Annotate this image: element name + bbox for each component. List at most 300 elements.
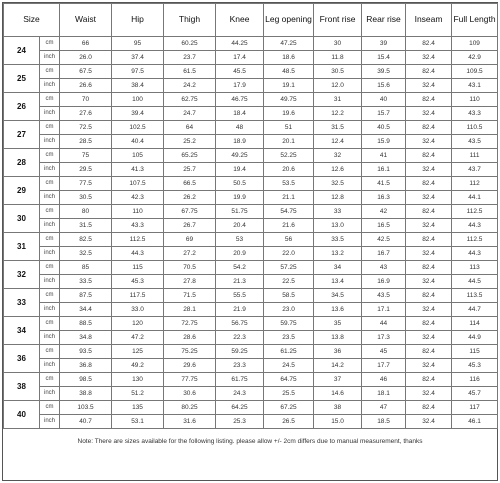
table-row: [4, 107, 498, 121]
measurement-cell: 59.25: [216, 345, 264, 359]
measurement-cell: 110: [452, 93, 498, 107]
measurement-cell: 35: [314, 317, 362, 331]
measurement-cell: 47.25: [264, 37, 314, 51]
measurement-cell: 114: [452, 317, 498, 331]
measurement-cell: 44.1: [452, 191, 498, 205]
measurement-cell: 51: [264, 121, 314, 135]
measurement-cell: 19.6: [264, 107, 314, 121]
measurement-cell: 32.4: [406, 415, 452, 429]
header-waist: Waist: [60, 4, 112, 37]
table-row: [4, 191, 498, 205]
measurement-cell: 33.5: [314, 233, 362, 247]
measurement-cell: 12.8: [314, 191, 362, 205]
measurement-cell: 34.4: [60, 303, 112, 317]
measurement-cell: 44.9: [452, 331, 498, 345]
measurement-cell: 20.9: [216, 247, 264, 261]
measurement-cell: 15.4: [362, 51, 406, 65]
measurement-cell: 113: [452, 261, 498, 275]
measurement-cell: 30: [314, 37, 362, 51]
table-row: [4, 415, 498, 429]
measurement-cell: 82.4: [406, 149, 452, 163]
header-rear-rise: Rear rise: [362, 4, 406, 37]
measurement-cell: 23.3: [216, 359, 264, 373]
measurement-cell: 80: [60, 205, 112, 219]
measurement-cell: 13.6: [314, 303, 362, 317]
measurement-cell: 112.5: [452, 205, 498, 219]
unit-label: inch: [40, 387, 60, 401]
measurement-cell: 24.5: [264, 359, 314, 373]
measurement-cell: 77.5: [60, 177, 112, 191]
table-row: [4, 205, 498, 219]
measurement-cell: 33.5: [60, 275, 112, 289]
measurement-cell: 42.9: [452, 51, 498, 65]
unit-label: inch: [40, 191, 60, 205]
table-row: [4, 51, 498, 65]
measurement-cell: 32.4: [406, 303, 452, 317]
measurement-cell: 36.8: [60, 359, 112, 373]
measurement-cell: 12.6: [314, 163, 362, 177]
measurement-cell: 82.4: [406, 401, 452, 415]
footnote: Note: There are sizes available for the following listing. please allow +/- 2cm differs due to manual measurement, thanks: [77, 438, 423, 445]
measurement-cell: 33: [314, 205, 362, 219]
measurement-cell: 59.75: [264, 317, 314, 331]
measurement-cell: 45: [362, 345, 406, 359]
measurement-cell: 34: [314, 261, 362, 275]
measurement-cell: 32.4: [406, 107, 452, 121]
table-row: [4, 345, 498, 359]
measurement-cell: 43.7: [452, 163, 498, 177]
measurement-cell: 111: [452, 149, 498, 163]
measurement-cell: 12.2: [314, 107, 362, 121]
table-row: [4, 219, 498, 233]
measurement-cell: 25.5: [264, 387, 314, 401]
measurement-cell: 31.6: [164, 415, 216, 429]
table-row: [4, 65, 498, 79]
measurement-cell: 44.7: [452, 303, 498, 317]
measurement-cell: 24.3: [216, 387, 264, 401]
measurement-cell: 19.4: [216, 163, 264, 177]
measurement-cell: 49.25: [216, 149, 264, 163]
measurement-cell: 21.1: [264, 191, 314, 205]
measurement-cell: 14.2: [314, 359, 362, 373]
unit-label: inch: [40, 415, 60, 429]
measurement-cell: 16.1: [362, 163, 406, 177]
measurement-cell: 17.7: [362, 359, 406, 373]
measurement-cell: 41: [362, 149, 406, 163]
table-row: [4, 247, 498, 261]
measurement-cell: 58.5: [264, 289, 314, 303]
measurement-cell: 25.7: [164, 163, 216, 177]
measurement-cell: 43.1: [452, 79, 498, 93]
measurement-cell: 47.2: [112, 331, 164, 345]
measurement-cell: 42.5: [362, 233, 406, 247]
measurement-cell: 27.6: [60, 107, 112, 121]
measurement-cell: 22.5: [264, 275, 314, 289]
measurement-cell: 32.4: [406, 163, 452, 177]
measurement-cell: 33.0: [112, 303, 164, 317]
measurement-cell: 67.75: [164, 205, 216, 219]
measurement-cell: 39.4: [112, 107, 164, 121]
measurement-cell: 28.1: [164, 303, 216, 317]
measurement-cell: 20.6: [264, 163, 314, 177]
measurement-cell: 43.3: [112, 219, 164, 233]
measurement-cell: 15.0: [314, 415, 362, 429]
measurement-cell: 120: [112, 317, 164, 331]
measurement-cell: 40.4: [112, 135, 164, 149]
measurement-cell: 72.5: [60, 121, 112, 135]
measurement-cell: 48: [216, 121, 264, 135]
header-row: [4, 4, 498, 37]
measurement-cell: 46: [362, 373, 406, 387]
measurement-cell: 66.5: [164, 177, 216, 191]
unit-label: cm: [40, 289, 60, 303]
measurement-cell: 32: [314, 149, 362, 163]
measurement-cell: 21.3: [216, 275, 264, 289]
measurement-cell: 65.25: [164, 149, 216, 163]
measurement-cell: 80.25: [164, 401, 216, 415]
measurement-cell: 32.4: [406, 219, 452, 233]
measurement-cell: 75: [60, 149, 112, 163]
table-row: [4, 387, 498, 401]
measurement-cell: 135: [112, 401, 164, 415]
measurement-cell: 44.3: [112, 247, 164, 261]
measurement-cell: 82.4: [406, 261, 452, 275]
measurement-cell: 12.0: [314, 79, 362, 93]
size-label: 36: [4, 345, 40, 373]
measurement-cell: 37: [314, 373, 362, 387]
measurement-cell: 71.5: [164, 289, 216, 303]
measurement-cell: 56.75: [216, 317, 264, 331]
measurement-cell: 23.5: [264, 331, 314, 345]
header-size: Size: [4, 4, 60, 37]
measurement-cell: 112: [452, 177, 498, 191]
size-label: 24: [4, 37, 40, 65]
measurement-cell: 39: [362, 37, 406, 51]
size-label: 26: [4, 93, 40, 121]
measurement-cell: 32.4: [406, 135, 452, 149]
size-chart: [2, 2, 498, 481]
measurement-cell: 82.4: [406, 65, 452, 79]
measurement-cell: 53: [216, 233, 264, 247]
measurement-cell: 32.4: [406, 191, 452, 205]
measurement-cell: 21.6: [264, 219, 314, 233]
measurement-cell: 54.2: [216, 261, 264, 275]
measurement-cell: 82.4: [406, 345, 452, 359]
measurement-cell: 67.25: [264, 401, 314, 415]
measurement-cell: 17.9: [216, 79, 264, 93]
measurement-cell: 43.5: [362, 289, 406, 303]
table-row: [4, 331, 498, 345]
unit-label: cm: [40, 317, 60, 331]
table-row: [4, 163, 498, 177]
unit-label: inch: [40, 51, 60, 65]
measurement-cell: 17.1: [362, 303, 406, 317]
header-knee: Knee: [216, 4, 264, 37]
table-row: [4, 359, 498, 373]
measurement-cell: 64.75: [264, 373, 314, 387]
measurement-cell: 97.5: [112, 65, 164, 79]
measurement-cell: 38.8: [60, 387, 112, 401]
measurement-cell: 62.75: [164, 93, 216, 107]
measurement-cell: 43: [362, 261, 406, 275]
measurement-cell: 82.4: [406, 177, 452, 191]
measurement-cell: 18.6: [264, 51, 314, 65]
measurement-cell: 28.5: [60, 135, 112, 149]
measurement-cell: 77.75: [164, 373, 216, 387]
table-body: [4, 37, 498, 429]
table-row: [4, 317, 498, 331]
measurement-cell: 25.3: [216, 415, 264, 429]
measurement-cell: 113.5: [452, 289, 498, 303]
measurement-cell: 19.1: [264, 79, 314, 93]
measurement-cell: 24.7: [164, 107, 216, 121]
measurement-cell: 22.0: [264, 247, 314, 261]
table-row: [4, 79, 498, 93]
measurement-cell: 18.4: [216, 107, 264, 121]
measurement-cell: 36: [314, 345, 362, 359]
measurement-cell: 16.9: [362, 275, 406, 289]
table-row: [4, 177, 498, 191]
measurement-cell: 51.75: [216, 205, 264, 219]
measurement-cell: 110: [112, 205, 164, 219]
measurement-cell: 40: [362, 93, 406, 107]
header-hip: Hip: [112, 4, 164, 37]
measurement-cell: 61.5: [164, 65, 216, 79]
unit-label: inch: [40, 275, 60, 289]
measurement-cell: 102.5: [112, 121, 164, 135]
unit-label: inch: [40, 107, 60, 121]
size-label: 28: [4, 149, 40, 177]
measurement-cell: 53.5: [264, 177, 314, 191]
measurement-cell: 109: [452, 37, 498, 51]
measurement-cell: 87.5: [60, 289, 112, 303]
measurement-cell: 55.5: [216, 289, 264, 303]
measurement-cell: 72.75: [164, 317, 216, 331]
measurement-cell: 16.5: [362, 219, 406, 233]
measurement-cell: 93.5: [60, 345, 112, 359]
measurement-cell: 43.5: [452, 135, 498, 149]
measurement-cell: 51.2: [112, 387, 164, 401]
unit-label: inch: [40, 219, 60, 233]
size-label: 40: [4, 401, 40, 429]
measurement-cell: 32.4: [406, 247, 452, 261]
table-row: [4, 135, 498, 149]
measurement-cell: 107.5: [112, 177, 164, 191]
size-label: 25: [4, 65, 40, 93]
measurement-cell: 112.5: [112, 233, 164, 247]
measurement-cell: 52.25: [264, 149, 314, 163]
unit-label: cm: [40, 177, 60, 191]
measurement-cell: 116: [452, 373, 498, 387]
measurement-cell: 42: [362, 205, 406, 219]
unit-label: inch: [40, 359, 60, 373]
measurement-cell: 82.4: [406, 233, 452, 247]
measurement-cell: 49.2: [112, 359, 164, 373]
measurement-cell: 115: [112, 261, 164, 275]
measurement-cell: 66: [60, 37, 112, 51]
table-row: [4, 303, 498, 317]
measurement-cell: 130: [112, 373, 164, 387]
measurement-cell: 11.8: [314, 51, 362, 65]
measurement-cell: 45.5: [216, 65, 264, 79]
measurement-cell: 46.75: [216, 93, 264, 107]
table-row: [4, 149, 498, 163]
unit-label: cm: [40, 373, 60, 387]
measurement-cell: 32.4: [406, 387, 452, 401]
measurement-cell: 12.4: [314, 135, 362, 149]
measurement-cell: 64: [164, 121, 216, 135]
measurement-cell: 38: [314, 401, 362, 415]
measurement-cell: 45.3: [112, 275, 164, 289]
unit-label: inch: [40, 135, 60, 149]
measurement-cell: 82.4: [406, 289, 452, 303]
measurement-cell: 54.75: [264, 205, 314, 219]
unit-label: inch: [40, 331, 60, 345]
size-table: [3, 3, 498, 429]
header-front-rise: Front rise: [314, 4, 362, 37]
measurement-cell: 95: [112, 37, 164, 51]
measurement-cell: 15.6: [362, 79, 406, 93]
measurement-cell: 53.1: [112, 415, 164, 429]
measurement-cell: 16.7: [362, 247, 406, 261]
unit-label: cm: [40, 261, 60, 275]
measurement-cell: 22.3: [216, 331, 264, 345]
measurement-cell: 32.4: [406, 359, 452, 373]
measurement-cell: 30.6: [164, 387, 216, 401]
unit-label: cm: [40, 401, 60, 415]
measurement-cell: 24.2: [164, 79, 216, 93]
measurement-cell: 44.3: [452, 247, 498, 261]
measurement-cell: 110.5: [452, 121, 498, 135]
measurement-cell: 20.1: [264, 135, 314, 149]
measurement-cell: 49.75: [264, 93, 314, 107]
unit-label: cm: [40, 121, 60, 135]
size-label: 29: [4, 177, 40, 205]
measurement-cell: 18.9: [216, 135, 264, 149]
measurement-cell: 13.0: [314, 219, 362, 233]
measurement-cell: 27.2: [164, 247, 216, 261]
measurement-cell: 82.4: [406, 93, 452, 107]
measurement-cell: 61.75: [216, 373, 264, 387]
table-row: [4, 373, 498, 387]
measurement-cell: 40.5: [362, 121, 406, 135]
measurement-cell: 26.5: [264, 415, 314, 429]
measurement-cell: 98.5: [60, 373, 112, 387]
measurement-cell: 82.4: [406, 121, 452, 135]
size-label: 27: [4, 121, 40, 149]
measurement-cell: 117: [452, 401, 498, 415]
measurement-cell: 29.6: [164, 359, 216, 373]
measurement-cell: 30.5: [314, 65, 362, 79]
size-label: 34: [4, 317, 40, 345]
measurement-cell: 32.4: [406, 275, 452, 289]
unit-label: cm: [40, 205, 60, 219]
measurement-cell: 44.3: [452, 219, 498, 233]
measurement-cell: 23.7: [164, 51, 216, 65]
table-row: [4, 121, 498, 135]
measurement-cell: 31: [314, 93, 362, 107]
measurement-cell: 82.4: [406, 317, 452, 331]
measurement-cell: 103.5: [60, 401, 112, 415]
measurement-cell: 82.4: [406, 205, 452, 219]
measurement-cell: 44.25: [216, 37, 264, 51]
measurement-cell: 28.6: [164, 331, 216, 345]
measurement-cell: 46.1: [452, 415, 498, 429]
measurement-cell: 18.1: [362, 387, 406, 401]
measurement-cell: 48.5: [264, 65, 314, 79]
measurement-cell: 45.7: [452, 387, 498, 401]
measurement-cell: 125: [112, 345, 164, 359]
measurement-cell: 14.6: [314, 387, 362, 401]
unit-label: cm: [40, 345, 60, 359]
measurement-cell: 34.8: [60, 331, 112, 345]
size-label: 31: [4, 233, 40, 261]
measurement-cell: 105: [112, 149, 164, 163]
measurement-cell: 82.5: [60, 233, 112, 247]
measurement-cell: 41.5: [362, 177, 406, 191]
unit-label: cm: [40, 65, 60, 79]
table-row: [4, 37, 498, 51]
measurement-cell: 88.5: [60, 317, 112, 331]
measurement-cell: 32.4: [406, 51, 452, 65]
measurement-cell: 60.25: [164, 37, 216, 51]
table-row: [4, 401, 498, 415]
unit-label: cm: [40, 37, 60, 51]
measurement-cell: 15.7: [362, 107, 406, 121]
measurement-cell: 13.4: [314, 275, 362, 289]
measurement-cell: 44: [362, 317, 406, 331]
size-label: 38: [4, 373, 40, 401]
measurement-cell: 117.5: [112, 289, 164, 303]
size-label: 30: [4, 205, 40, 233]
measurement-cell: 27.8: [164, 275, 216, 289]
measurement-cell: 45.3: [452, 359, 498, 373]
measurement-cell: 44.5: [452, 275, 498, 289]
measurement-cell: 31.5: [60, 219, 112, 233]
measurement-cell: 34.5: [314, 289, 362, 303]
measurement-cell: 109.5: [452, 65, 498, 79]
measurement-cell: 32.5: [60, 247, 112, 261]
size-label: 32: [4, 261, 40, 289]
measurement-cell: 19.9: [216, 191, 264, 205]
measurement-cell: 20.4: [216, 219, 264, 233]
measurement-cell: 75.25: [164, 345, 216, 359]
header-thigh: Thigh: [164, 4, 216, 37]
measurement-cell: 13.2: [314, 247, 362, 261]
measurement-cell: 82.4: [406, 37, 452, 51]
measurement-cell: 18.5: [362, 415, 406, 429]
measurement-cell: 42.3: [112, 191, 164, 205]
measurement-cell: 61.25: [264, 345, 314, 359]
measurement-cell: 67.5: [60, 65, 112, 79]
measurement-cell: 23.0: [264, 303, 314, 317]
unit-label: inch: [40, 247, 60, 261]
measurement-cell: 26.0: [60, 51, 112, 65]
measurement-cell: 26.7: [164, 219, 216, 233]
unit-label: cm: [40, 93, 60, 107]
measurement-cell: 17.3: [362, 331, 406, 345]
measurement-cell: 16.3: [362, 191, 406, 205]
table-row: [4, 93, 498, 107]
measurement-cell: 31.5: [314, 121, 362, 135]
measurement-cell: 13.8: [314, 331, 362, 345]
measurement-cell: 56: [264, 233, 314, 247]
table-row: [4, 261, 498, 275]
measurement-cell: 115: [452, 345, 498, 359]
unit-label: inch: [40, 163, 60, 177]
measurement-cell: 26.2: [164, 191, 216, 205]
measurement-cell: 112.5: [452, 233, 498, 247]
